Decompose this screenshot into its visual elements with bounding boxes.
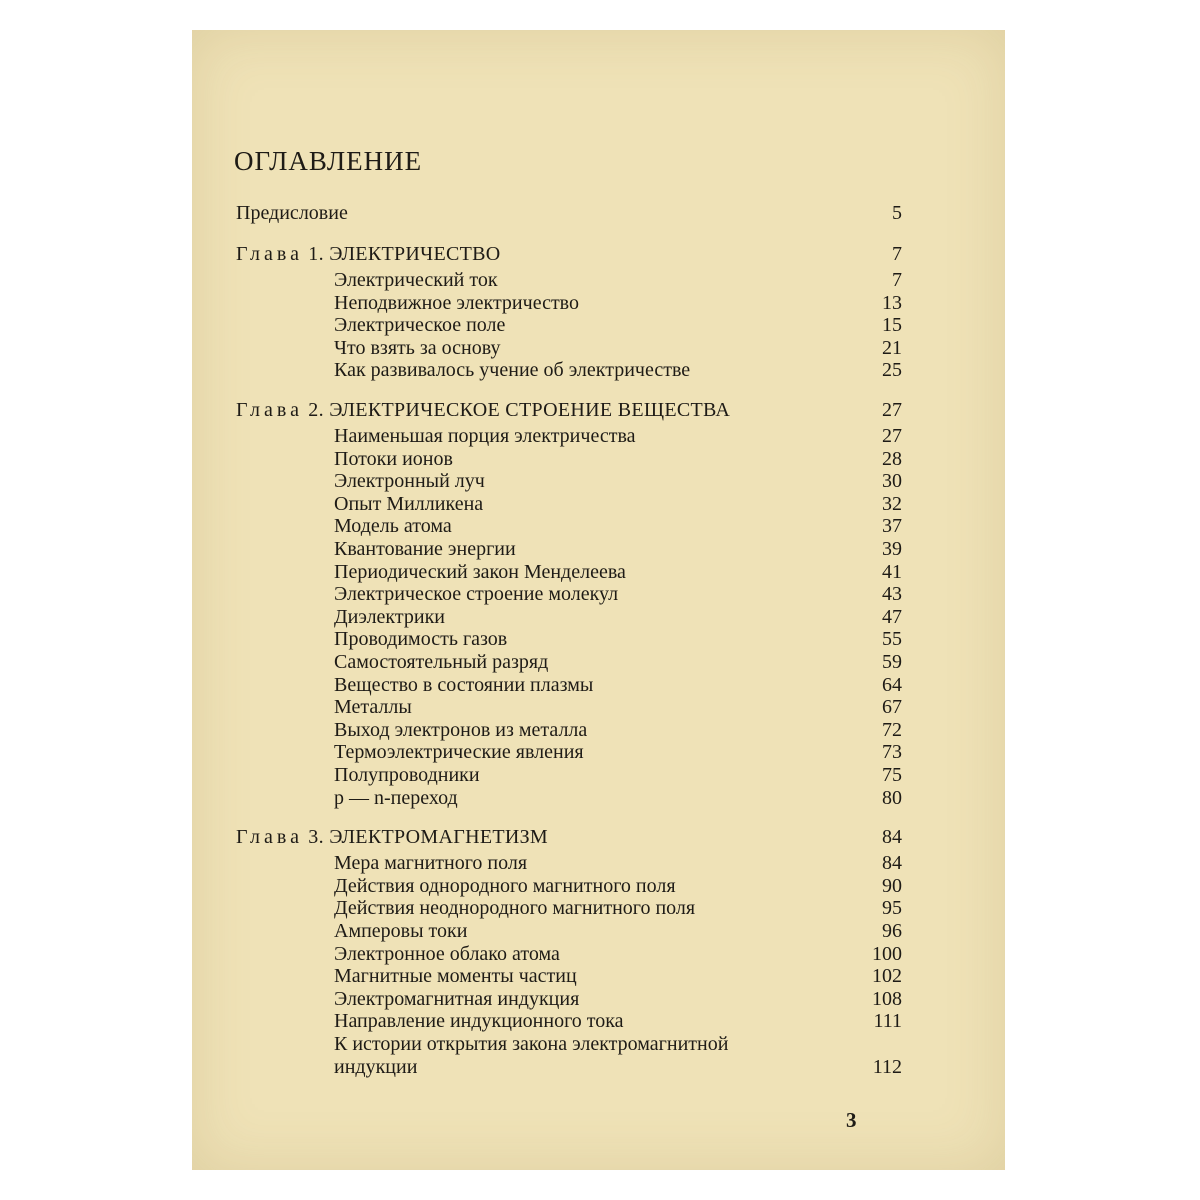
- section-entry: [236, 942, 902, 966]
- preface-entry-label: Предисловие: [236, 202, 348, 224]
- section-entry-label: Электрический ток: [334, 269, 498, 291]
- page-ref: 64: [882, 673, 902, 696]
- section-entry: [236, 650, 902, 674]
- section-entry-label: Электрическое поле: [334, 314, 506, 337]
- page-ref: 28: [882, 447, 902, 470]
- section-entry-label: Что взять за основу: [334, 336, 501, 359]
- section-entry: [236, 874, 902, 898]
- page-ref: 73: [882, 741, 902, 764]
- section-entry: [236, 514, 902, 538]
- section-entry: [236, 447, 902, 471]
- page-ref: 7: [892, 243, 902, 265]
- page-ref: 13: [882, 291, 902, 314]
- page-ref: 80: [882, 786, 902, 809]
- section-entry: [236, 605, 902, 629]
- page-ref: 96: [882, 920, 902, 942]
- section-entry-label: Как развивалось учение об электричестве: [334, 359, 691, 382]
- page-ref: 95: [882, 897, 902, 920]
- section-entry-label: Квантование энергии: [334, 538, 516, 560]
- page-ref: 7: [892, 269, 902, 291]
- section-entry-label: Электронное облако атома: [334, 942, 560, 965]
- section-entry: [236, 896, 902, 920]
- section-entry-label: Периодический закон Менделеева: [334, 560, 626, 583]
- page-ref: 84: [882, 826, 902, 849]
- section-entry: [236, 469, 902, 493]
- page-ref: 30: [882, 470, 902, 493]
- section-entry-label: Неподвижное электричество: [334, 291, 579, 314]
- book-page: [192, 30, 1005, 1170]
- section-entry: [236, 987, 902, 1011]
- section-entry-label: Электронный луч: [334, 470, 485, 493]
- section-entry-label: Полупроводники: [334, 764, 480, 786]
- section-entry-label: Действия однородного магнитного поля: [334, 874, 676, 897]
- chapter-heading-label: [236, 242, 501, 266]
- page-ref: 84: [882, 852, 902, 875]
- page-ref: 108: [872, 987, 902, 1010]
- page-ref: 47: [882, 605, 902, 628]
- section-entry: [236, 627, 902, 651]
- section-entry-label: Вещество в состоянии плазмы: [334, 673, 594, 696]
- section-entry: [236, 358, 902, 382]
- section-entry-label: Действия неоднородного магнитного поля: [334, 897, 696, 920]
- page-ref: 32: [882, 492, 902, 515]
- section-entry: [236, 268, 902, 292]
- page-ref: 41: [882, 560, 902, 583]
- page-ref: 111: [873, 1010, 902, 1033]
- section-entry-label: Выход электронов из металла: [334, 718, 588, 741]
- section-entry-label: Электромагнитная индукция: [334, 987, 580, 1010]
- chapter-prefix: Глава: [236, 243, 303, 265]
- chapter-title: 1. ЭЛЕКТРИЧЕСТВО: [308, 243, 501, 265]
- chapter-heading: [236, 242, 902, 266]
- section-entry-label: К истории открытия закона электромагнитной: [334, 1033, 729, 1055]
- section-entry-label: Магнитные моменты частиц: [334, 965, 577, 988]
- section-entry-label: p — n-переход: [334, 786, 458, 809]
- section-entry: [236, 582, 902, 606]
- chapter-title: 2. ЭЛЕКТРИЧЕСКОЕ СТРОЕНИЕ ВЕЩЕСТВА: [308, 399, 731, 421]
- page-ref: 67: [882, 696, 902, 719]
- page-ref: 72: [882, 718, 902, 741]
- section-entry: [236, 537, 902, 561]
- section-entry: [236, 492, 902, 516]
- section-entry: [236, 919, 902, 943]
- page-ref: 102: [872, 965, 902, 988]
- page-ref: 100: [872, 942, 902, 965]
- section-entry: [236, 695, 902, 719]
- section-entry-label: Амперовы токи: [334, 920, 468, 942]
- section-entry: [236, 1009, 902, 1033]
- section-entry-label: Модель атома: [334, 515, 452, 538]
- section-entry-label: Диэлектрики: [334, 605, 445, 628]
- chapter-heading: [236, 825, 902, 849]
- page-ref: 15: [882, 314, 902, 337]
- page-number: 3: [846, 1108, 857, 1132]
- page-ref: 55: [882, 628, 902, 651]
- section-entry-label: Электрическое строение молекул: [334, 583, 619, 606]
- page-ref: 37: [882, 515, 902, 538]
- section-entry-label: Термоэлектрические явления: [334, 741, 584, 764]
- section-entry: [236, 786, 902, 810]
- section-entry-label: Опыт Милликена: [334, 492, 484, 515]
- section-entry-label: Проводимость газов: [334, 628, 508, 651]
- section-entry: [236, 673, 902, 697]
- section-entry: [236, 763, 902, 787]
- section-entry: [236, 964, 902, 988]
- section-entry-label: Самостоятельный разряд: [334, 651, 549, 673]
- page-ref: 5: [892, 202, 902, 224]
- section-entry: [236, 851, 902, 875]
- page-ref: 39: [882, 538, 902, 560]
- toc-title: ОГЛАВЛЕНИЕ: [234, 146, 423, 176]
- page-ref: 90: [882, 874, 902, 897]
- section-entry: [236, 291, 902, 315]
- section-entry-label: Наименьшая порция электричества: [334, 425, 636, 447]
- section-entry: [236, 1055, 902, 1079]
- page-ref: 112: [872, 1055, 902, 1078]
- page-ref: 27: [882, 425, 902, 447]
- section-entry: [236, 718, 902, 742]
- section-entry-label: индукции: [334, 1055, 418, 1078]
- page-ref: 75: [882, 764, 902, 786]
- page-ref: 21: [882, 336, 902, 359]
- chapter-prefix: Глава: [236, 826, 303, 849]
- preface-entry: [236, 201, 902, 225]
- section-entry: [236, 424, 902, 448]
- page-ref: 25: [882, 359, 902, 382]
- section-entry-label: Направление индукционного тока: [334, 1010, 624, 1033]
- section-entry: [236, 336, 902, 360]
- section-entry: [236, 740, 902, 764]
- chapter-heading-label: [236, 398, 730, 422]
- chapter-prefix: Глава: [236, 399, 303, 421]
- page-ref: 59: [882, 651, 902, 673]
- section-entry: [236, 313, 902, 337]
- chapter-title: 3. ЭЛЕКТРОМАГНЕТИЗМ: [308, 826, 549, 849]
- section-entry-label: Металлы: [334, 696, 412, 719]
- page-ref: 43: [882, 583, 902, 606]
- section-entry: [236, 560, 902, 584]
- section-entry-label: Потоки ионов: [334, 447, 453, 470]
- page-ref: 27: [882, 399, 902, 421]
- section-entry: [236, 1032, 902, 1056]
- chapter-heading: [236, 398, 902, 422]
- chapter-heading-label: [236, 825, 548, 849]
- section-entry-label: Мера магнитного поля: [334, 852, 528, 875]
